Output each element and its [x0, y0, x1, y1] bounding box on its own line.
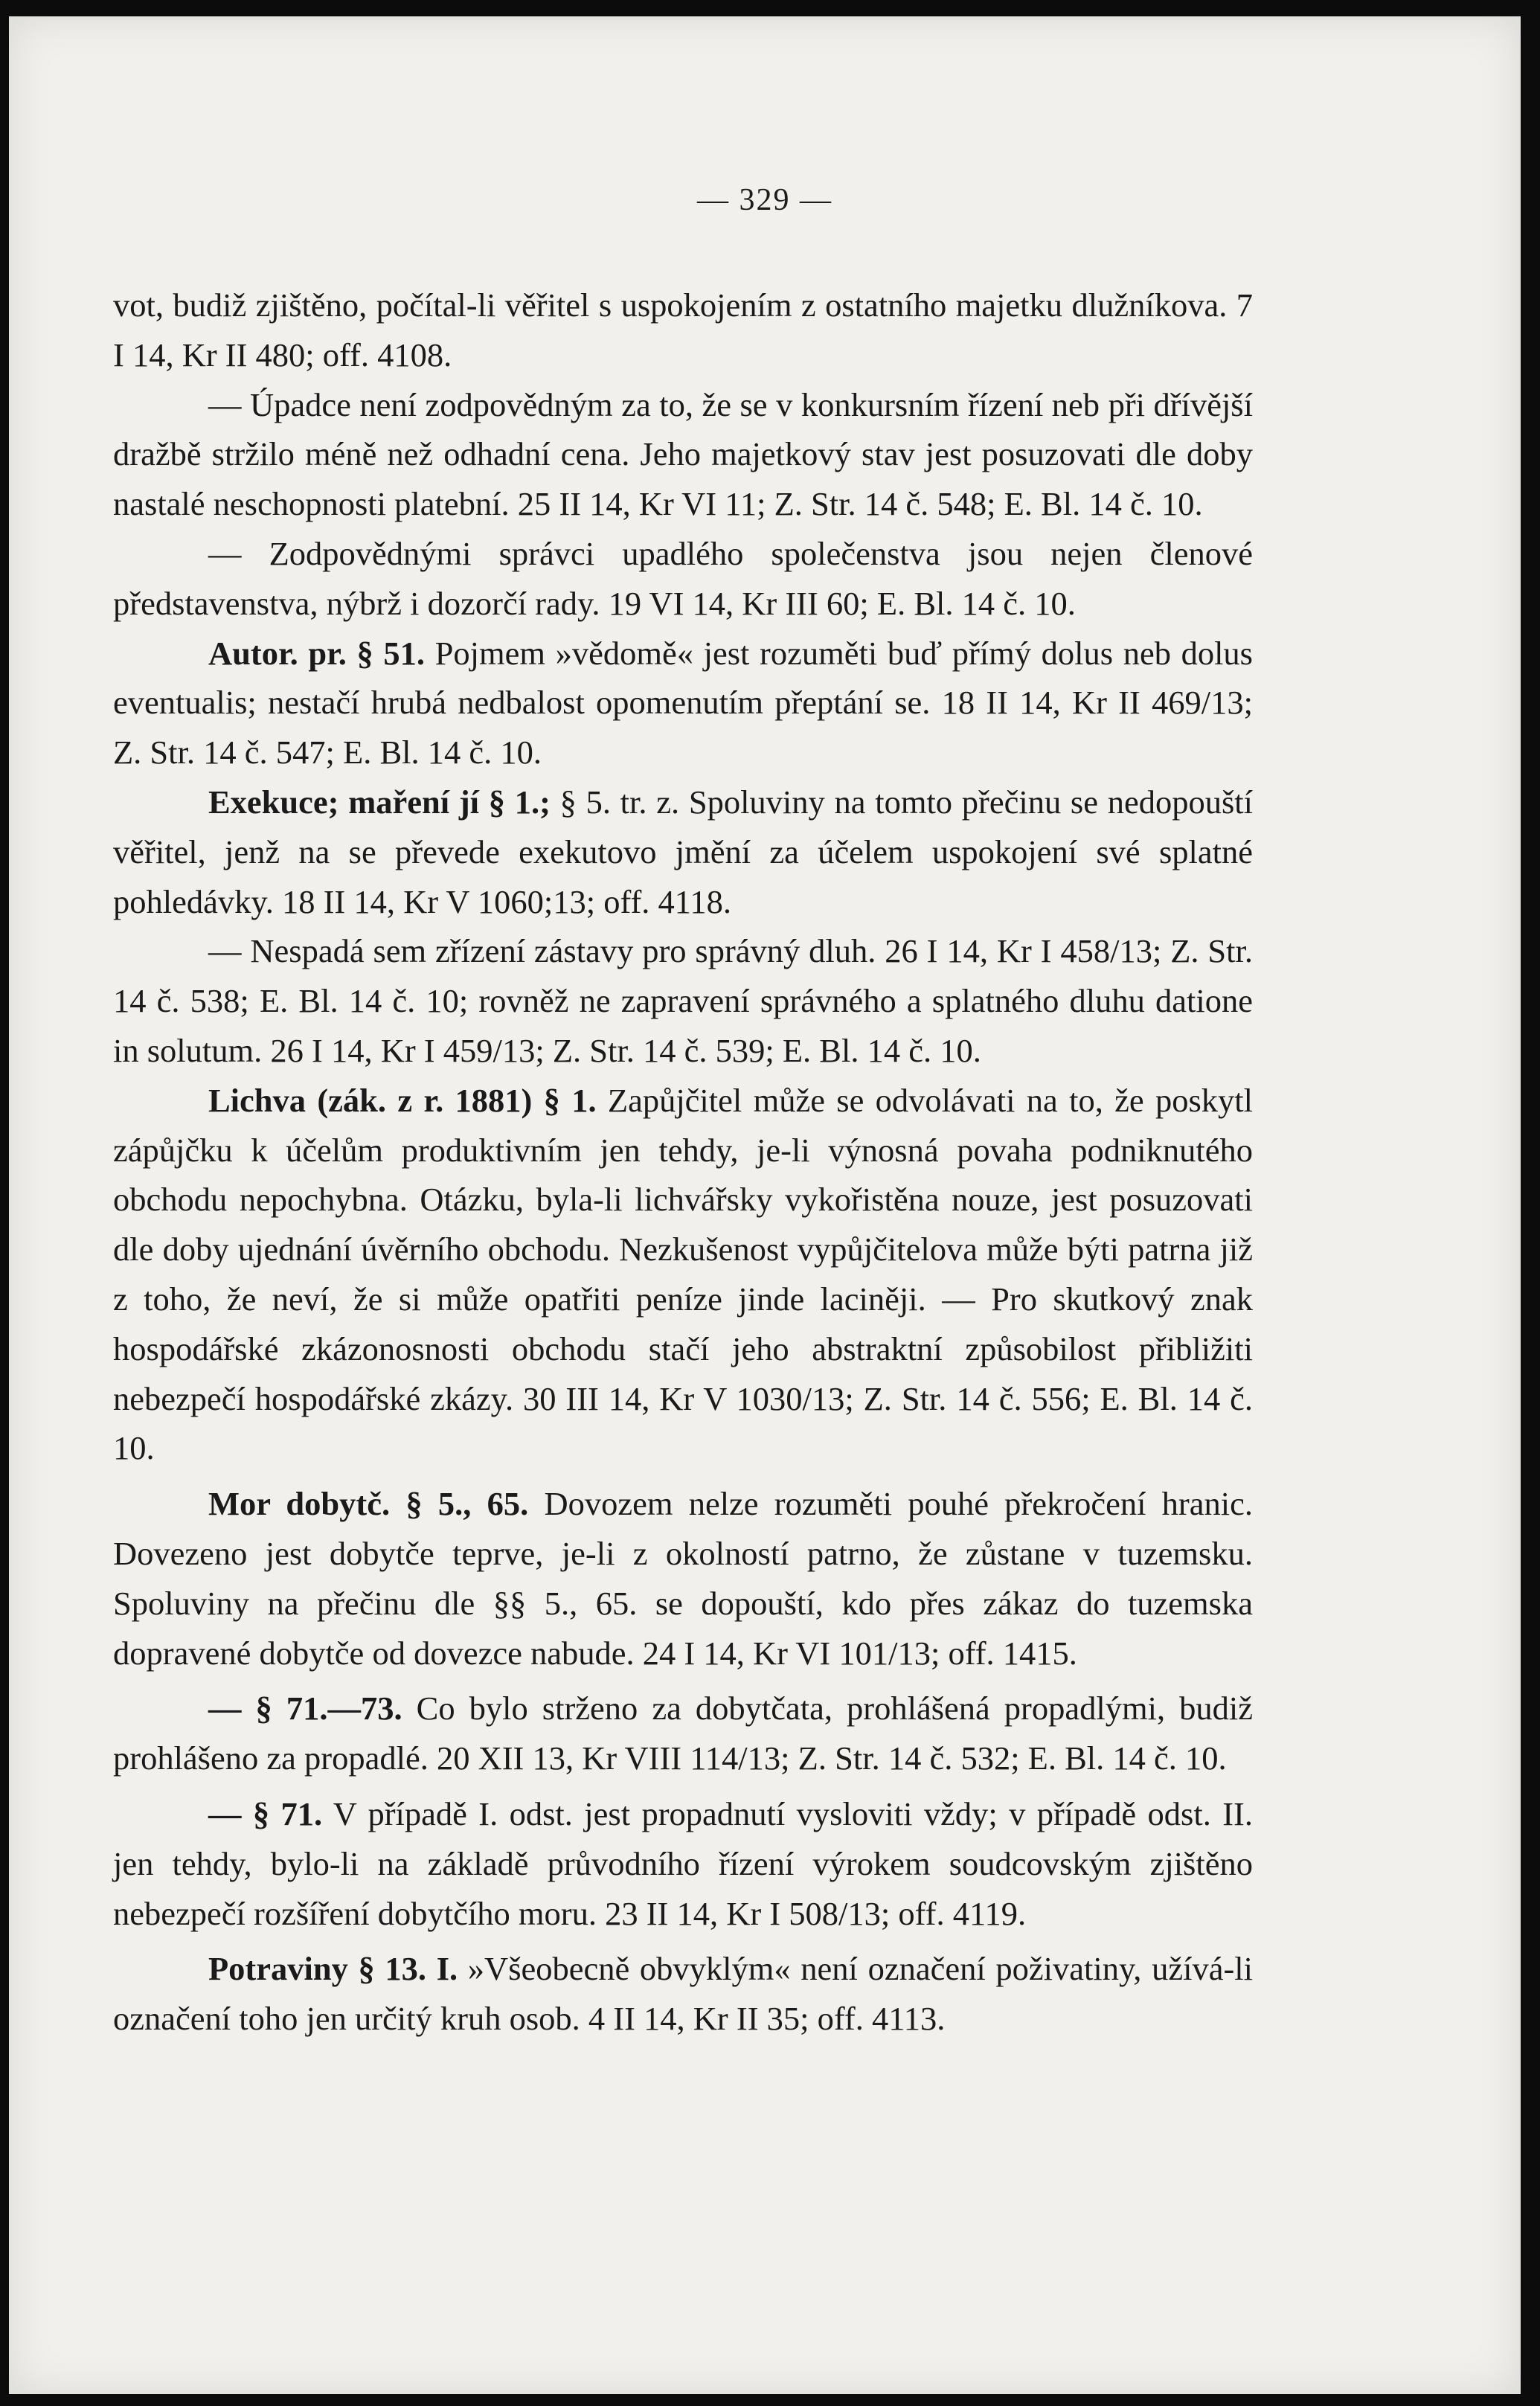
entry-heading: Mor dobytč. § 5., 65.	[208, 1485, 529, 1523]
entry-heading: — § 71.—73.	[208, 1690, 402, 1727]
paragraph-zastava	[113, 926, 1253, 1075]
paragraph-continuation	[113, 280, 1253, 380]
paragraph-upadce	[113, 380, 1253, 529]
paragraph-spravci	[113, 529, 1253, 629]
paragraph-71	[113, 1789, 1253, 1938]
paragraph-text: Dovozem nelze rozuměti pouhé překročení hranic. Dovezeno jest dobytče teprve, je-li z okolností patrno, že zůstane v tuzemsku. Spoluviny na přečinu dle §§ 5., 65. se dopouští, kdo přes zákaz do tuzemska dopravené dobytče od dovezce nabude. 24 I 14, Kr VI 101/13; off. 1415.	[113, 1485, 1253, 1672]
paragraph-lichva	[113, 1076, 1253, 1473]
paragraph-text: vot, budiž zjištěno, počítal-li věřitel s uspokojením z ostatního majetku dlužníkova. 7 I 14, Kr II 480; off. 4108.	[113, 286, 1253, 373]
paragraph-71-73	[113, 1684, 1253, 1783]
paragraph-potraviny	[113, 1944, 1253, 2044]
paragraph-mor-dobytc	[113, 1479, 1253, 1678]
paragraph-text: »Všeobecně obvyklým« není označení poživatiny, užívá-li označení toho jen určitý kruh osob. 4 II 14, Kr II 35; off. 4113.	[113, 1950, 1253, 2038]
paragraph-text: V případě I. odst. jest propadnutí vysloviti vždy; v případě odst. II. jen tehdy, bylo-li na základě průvodního řízení výrokem soudcovským zjištěno nebezpečí rozšíření dobytčího moru. 23 II 14, Kr I 508/13; off. 4119.	[113, 1794, 1254, 1932]
scanned-page	[9, 16, 1521, 2394]
paragraph-text: — Zodpovědnými správci upadlého společenstva jsou nejen členové představenstva, nýbrž i dozorčí rady. 19 VI 14, Kr III 60; E. Bl. 14 č. 10.	[113, 534, 1253, 622]
entry-heading: Lichva (zák. z r. 1881) § 1.	[208, 1081, 597, 1119]
entry-heading: Exekuce; maření jí § 1.;	[208, 783, 551, 821]
entry-heading: Autor. pr. § 51.	[208, 634, 426, 672]
entry-heading: Potraviny § 13. I.	[208, 1950, 458, 1988]
paragraph-text: Zapůjčitel může se odvolávati na to, že poskytl zápůjčku k účelům produktivním jen tehdy, je-li výnosná povaha podniknutého obchodu nepochybna. Otázku, byla-li lichvářsky vykořistěna nouze, jest posuzovati dle doby ujednání úvěrního obchodu. Nezkušenost vypůjčitelova může býti patrna již z toho, že neví, že si může opatřiti peníze jinde laciněji. — Pro skutkový znak hospodářské zkázonosnosti obchodu stačí jeho abstraktní způsobilost přibližiti nebezpečí hospodářské zkázy. 30 III 14, Kr V 1030/13; Z. Str. 14 č. 556; E. Bl. 14 č. 10.	[113, 1081, 1253, 1467]
paragraph-text: — Úpadce není zodpovědným za to, že se v konkursním řízení neb při dřívější dražbě stržilo méně než odhadní cena. Jeho majetkový stav jest posuzovati dle doby nastalé neschopnosti platební. 25 II 14, Kr VI 11; Z. Str. 14 č. 548; E. Bl. 14 č. 10.	[113, 385, 1253, 523]
paragraph-exekuce	[113, 777, 1253, 926]
paragraph-text: § 5. tr. z. Spoluviny na tomto přečinu se nedopouští věřitel, jenž na se převede exekutovo jmění za účelem uspokojení své splatné pohledávky. 18 II 14, Kr V 1060;13; off. 4118.	[113, 783, 1253, 920]
entry-heading: — § 71.	[208, 1794, 323, 1832]
page-body	[113, 280, 1253, 2044]
paragraph-text: Pojmem »vědomě« jest rozuměti buď přímý dolus neb dolus eventualis; nestačí hrubá nedbalost opomenutím přeptání se. 18 II 14, Kr II 469/13; Z. Str. 14 č. 547; E. Bl. 14 č. 10.	[113, 634, 1254, 771]
page-number: — 329 —	[697, 183, 832, 217]
paragraph-text: Co bylo strženo za dobytčata, prohlášená propadlými, budiž prohlášeno za propadlé. 20 XII 13, Kr VIII 114/13; Z. Str. 14 č. 532; E. Bl. 14 č. 10.	[113, 1690, 1254, 1777]
paragraph-autor-pr	[113, 629, 1253, 777]
paragraph-text: — Nespadá sem zřízení zástavy pro správný dluh. 26 I 14, Kr I 458/13; Z. Str. 14 č. 538; E. Bl. 14 č. 10; rovněž ne zapravení správného a splatného dluhu datione in solutum. 26 I 14, Kr I 459/13; Z. Str. 14 č. 539; E. Bl. 14 č. 10.	[113, 932, 1253, 1069]
